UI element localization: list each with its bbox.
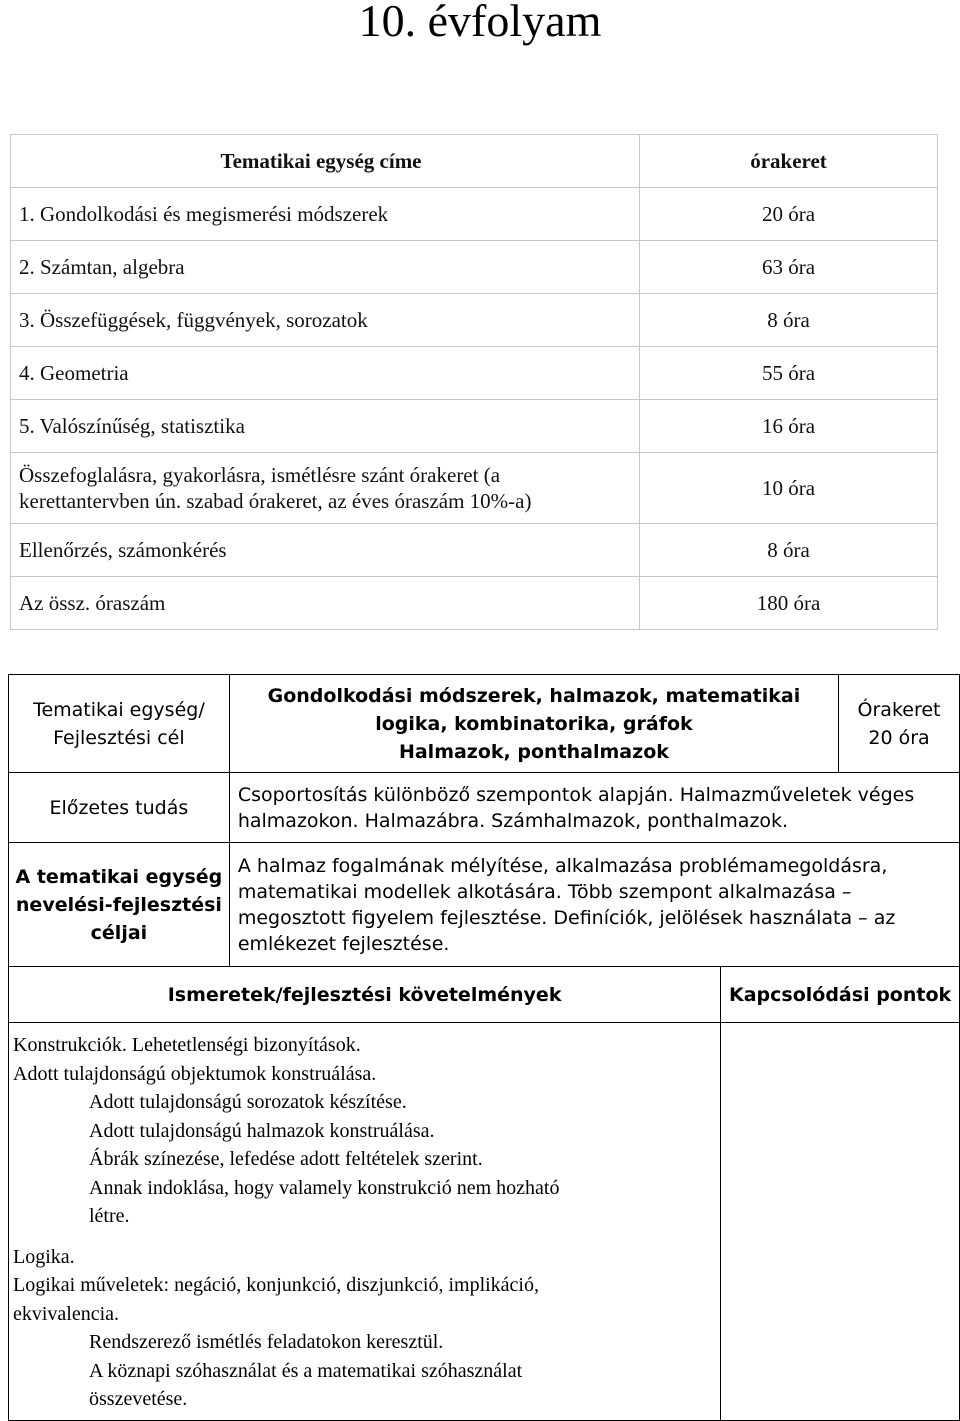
links-content (721, 1023, 960, 1421)
topic-cell: Az össz. óraszám (11, 577, 640, 630)
prior-knowledge-label: Előzetes tudás (9, 773, 230, 843)
hours-cell: 8 óra (640, 294, 938, 347)
table-row (11, 400, 938, 453)
goals-text: A halmaz fogalmának mélyítése, alkalmazása problémamegoldásra, matematikai modellek alkotására. Több szempont alkalmazása – megosztott figyelem fejlesztése. Definíciók, jelölések használata – az emlékezet fejlesztése. (229, 843, 959, 967)
header-hours: órakeret (640, 135, 938, 188)
goals-row (9, 843, 960, 967)
table-row (11, 294, 938, 347)
hours-cell: 16 óra (640, 400, 938, 453)
unit-hours: Órakeret 20 óra (839, 675, 960, 773)
content-line: Logika. (13, 1245, 75, 1268)
topic-cell: 2. Számtan, algebra (11, 241, 640, 294)
table-row (11, 347, 938, 400)
hours-cell: 63 óra (640, 241, 938, 294)
table-row (11, 188, 938, 241)
hours-table-header (11, 135, 938, 188)
unit-table (8, 674, 960, 1421)
hours-table (10, 134, 938, 630)
table-row (11, 241, 938, 294)
prior-knowledge-text: Csoportosítás különböző szempontok alapján. Halmazműveletek véges halmazokon. Halmazábra. Számhalmazok, ponthalmazok. (229, 773, 959, 843)
content-line: létre. (89, 1205, 130, 1227)
hours-cell: 180 óra (640, 577, 938, 630)
unit-title: Gondolkodási módszerek, halmazok, matematikai logika, kombinatorika, gráfok Halmazok, ponthalmazok (229, 675, 838, 773)
content-line: Annak indoklása, hogy valamely konstrukció nem hozható (89, 1176, 560, 1199)
content-line: Logikai műveletek: negáció, konjunkció, diszjunkció, implikáció, (13, 1274, 539, 1296)
content-line: Konstrukciók. Lehetetlenségi bizonyítások. (13, 1034, 361, 1056)
table-row-summary (11, 453, 938, 524)
unit-label: Tematikai egység/ Fejlesztési cél (9, 675, 230, 773)
links-header: Kapcsolódási pontok (721, 967, 960, 1023)
unit-title-row (9, 675, 960, 773)
prior-knowledge-row (9, 773, 960, 843)
topic-cell: 4. Geometria (11, 347, 640, 400)
content-line: ekvivalencia. (13, 1302, 120, 1325)
hours-cell: 10 óra (640, 453, 938, 524)
requirements-content (9, 1023, 721, 1421)
topic-cell: 3. Összefüggések, függvények, sorozatok (11, 294, 640, 347)
goals-label: A tematikai egység nevelési-fejlesztési céljai (9, 843, 230, 967)
spacer (13, 1231, 716, 1243)
content-line: Adott tulajdonságú sorozatok készítése. (89, 1091, 407, 1113)
content-line: Ábrák színezése, lefedése adott feltételek szerint. (89, 1148, 483, 1170)
table-row-control (11, 524, 938, 577)
hours-cell: 55 óra (640, 347, 938, 400)
page-title: 10. évfolyam (358, 0, 602, 46)
content-line: Rendszerező ismétlés feladatokon keresztül. (89, 1331, 444, 1353)
content-line: Adott tulajdonságú halmazok konstruálása. (89, 1119, 435, 1142)
topic-cell: 5. Valószínűség, statisztika (11, 400, 640, 453)
hours-cell: 20 óra (640, 188, 938, 241)
summary-line-1: Összefoglalásra, gyakorlásra, ismétlésre szánt órakeret (a (19, 463, 501, 487)
content-line: A köznapi szóhasználat és a matematikai szóhasználat (89, 1359, 523, 1382)
hours-cell: 8 óra (640, 524, 938, 577)
topic-cell (11, 453, 640, 524)
content-line: összevetése. (89, 1388, 188, 1410)
topic-cell: 1. Gondolkodási és megismerési módszerek (11, 188, 640, 241)
summary-line-2: kerettantervben ún. szabad órakeret, az éves óraszám 10%-a) (19, 489, 532, 513)
table-row-total (11, 577, 938, 630)
header-topic: Tematikai egység címe (11, 135, 640, 188)
requirements-header-row (9, 967, 960, 1023)
requirements-header: Ismeretek/fejlesztési követelmények (9, 967, 721, 1023)
topic-cell: Ellenőrzés, számonkérés (11, 524, 640, 577)
requirements-content-row (9, 1023, 960, 1421)
content-line: Adott tulajdonságú objektumok konstruálása. (13, 1062, 377, 1085)
